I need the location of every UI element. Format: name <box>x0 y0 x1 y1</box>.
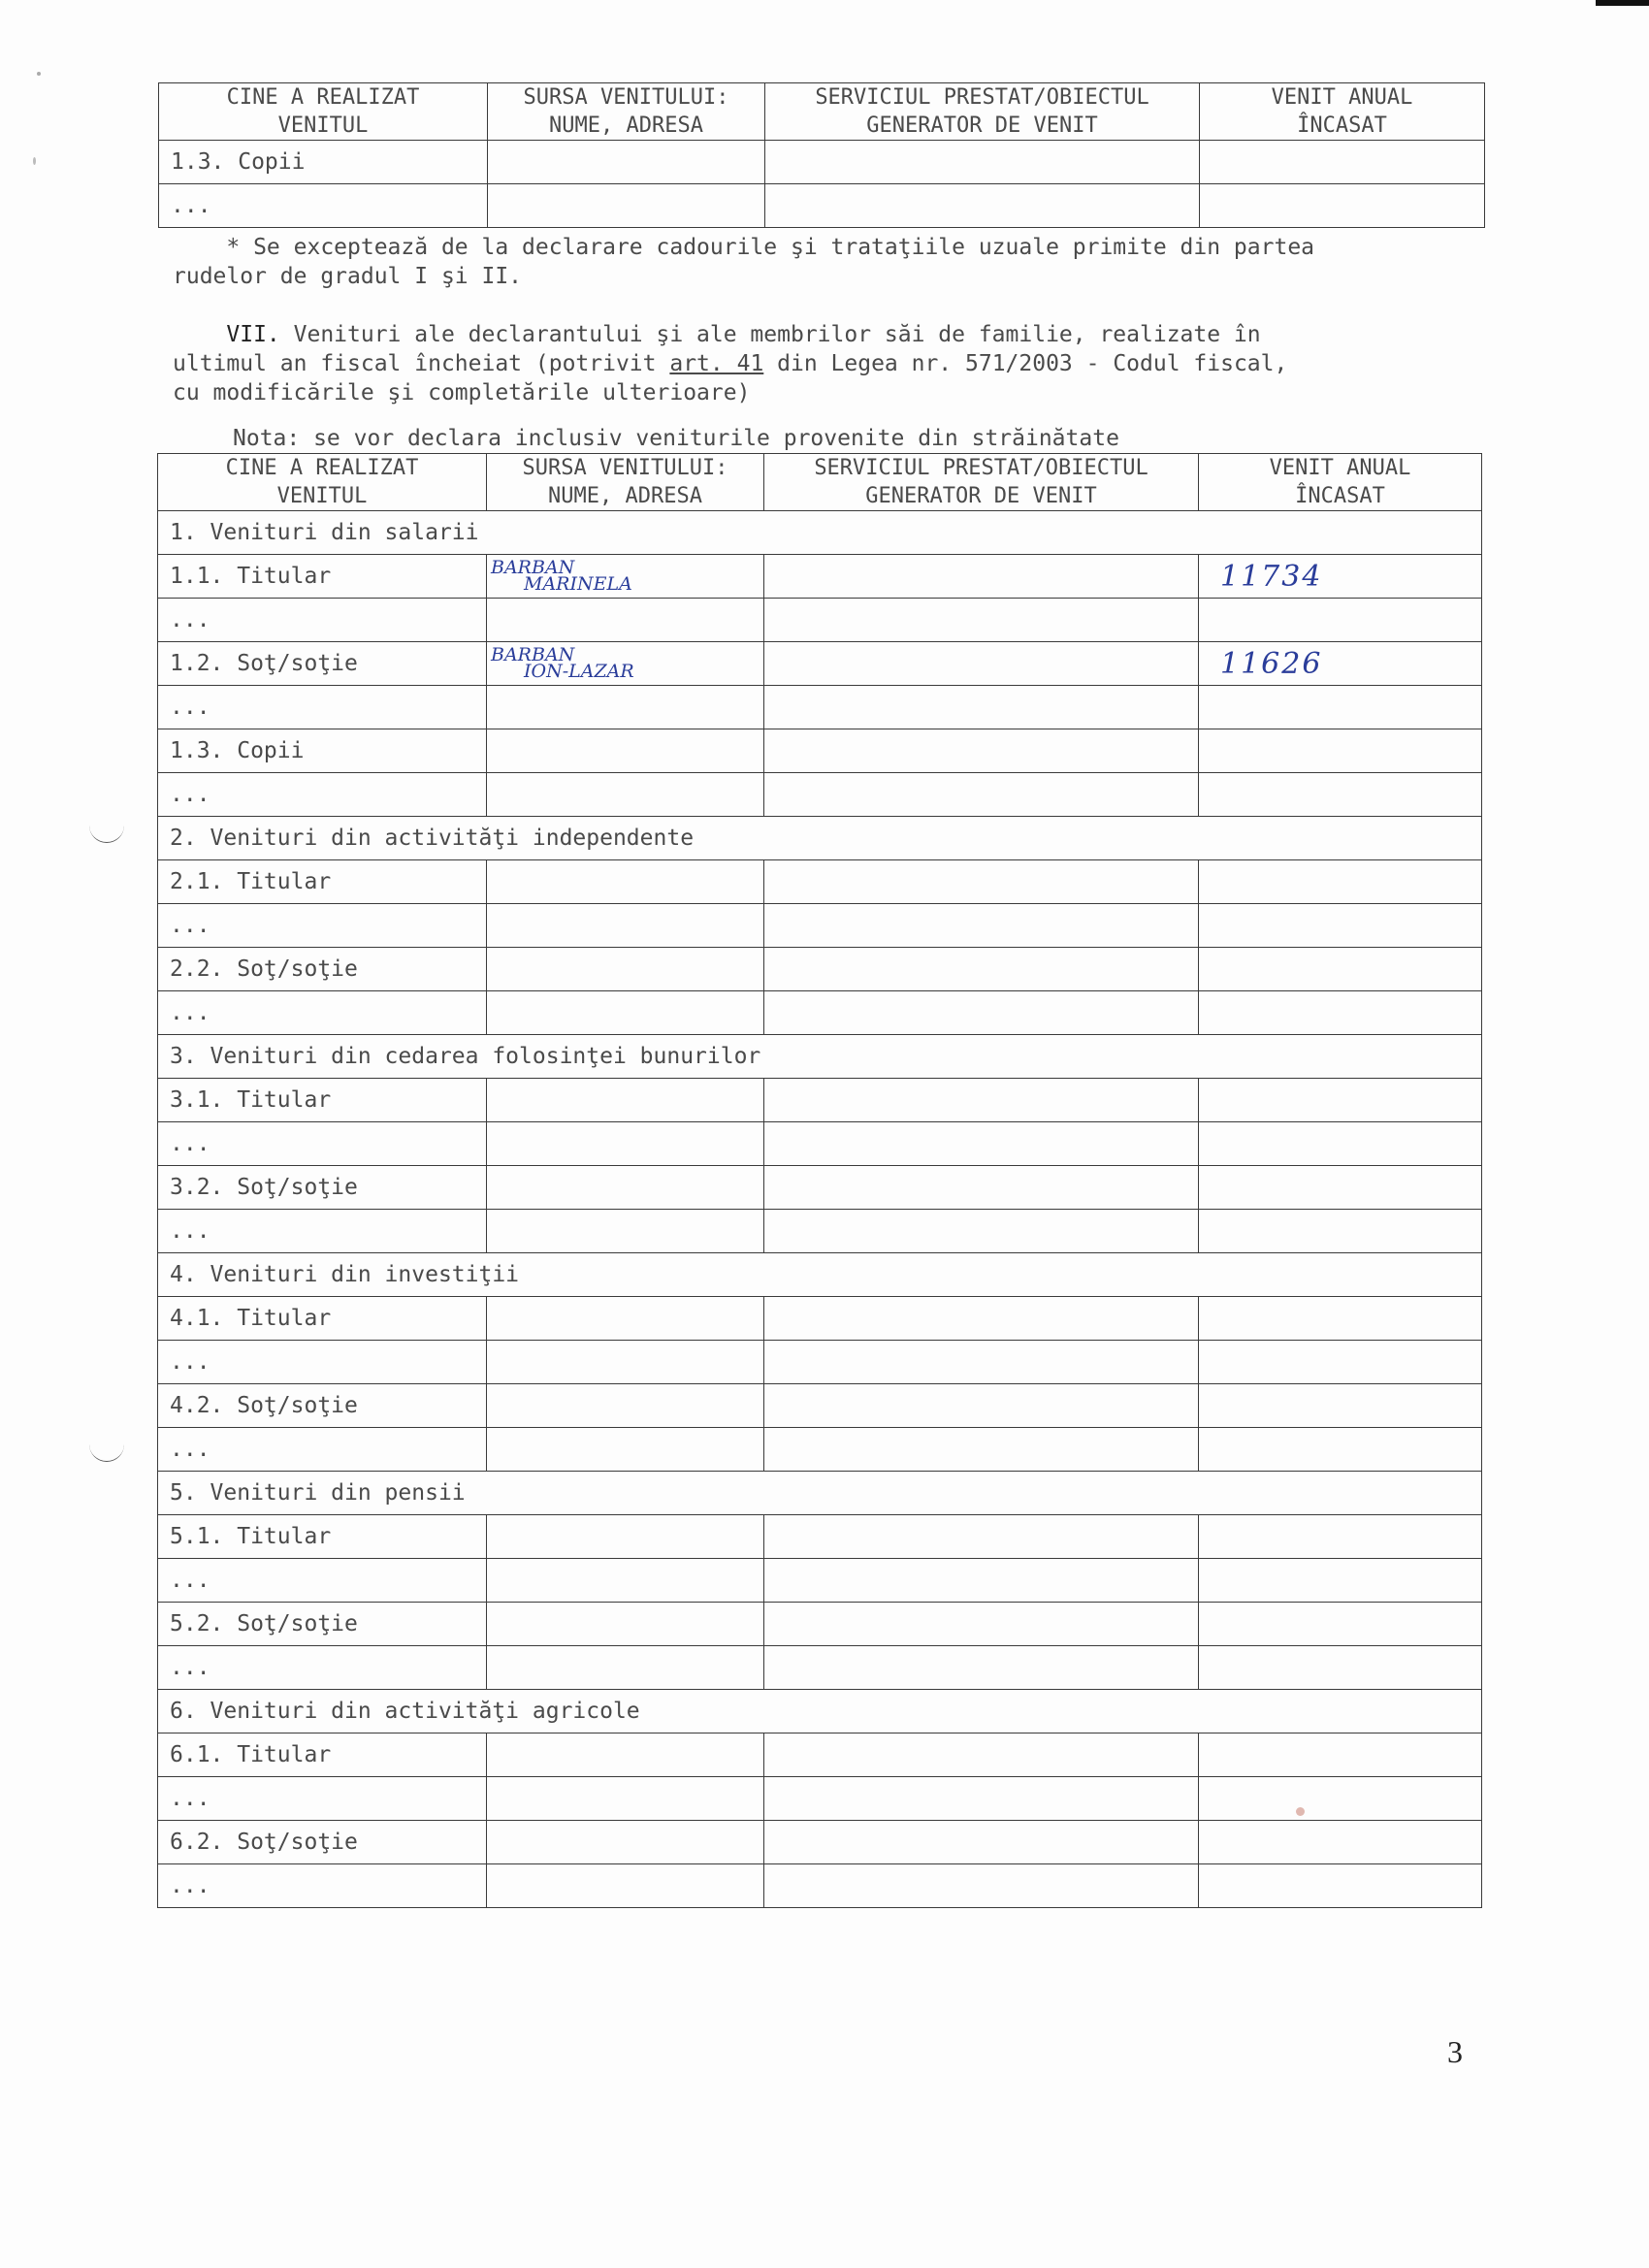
table-row <box>158 1559 1482 1603</box>
amount-cell <box>1199 1777 1482 1821</box>
scan-speck <box>33 157 36 165</box>
table-row <box>158 599 1482 642</box>
row-label: 4.2. Soţ/soţie <box>158 1384 487 1428</box>
source-cell <box>487 1603 764 1646</box>
row-label: 4.1. Titular <box>158 1297 487 1341</box>
table-row <box>158 729 1482 773</box>
service-cell <box>764 1384 1199 1428</box>
table-row <box>158 991 1482 1035</box>
source-cell <box>487 773 764 817</box>
amount-cell <box>1199 1210 1482 1253</box>
category-title: 5. Venituri din pensii <box>158 1472 1482 1515</box>
category-title: 6. Venituri din activităţi agricole <box>158 1690 1482 1733</box>
category-title: 4. Venituri din investiţii <box>158 1253 1482 1297</box>
income-table <box>157 453 1482 1908</box>
amount-cell <box>1199 1559 1482 1603</box>
source-cell <box>487 904 764 948</box>
service-cell <box>764 686 1199 729</box>
table-row <box>158 1210 1482 1253</box>
header-venit-anual: VENIT ANUAL ÎNCASAT <box>1200 83 1485 141</box>
row-label: 3.2. Soţ/soţie <box>158 1166 487 1210</box>
service-cell <box>764 773 1199 817</box>
table-row <box>158 773 1482 817</box>
service-cell <box>764 642 1199 686</box>
service-cell <box>764 1559 1199 1603</box>
source-cell <box>487 729 764 773</box>
row-label: ... <box>158 1777 487 1821</box>
service-cell <box>764 1777 1199 1821</box>
service-cell <box>764 1166 1199 1210</box>
row-label: 3.1. Titular <box>158 1079 487 1122</box>
category-title: 3. Venituri din cedarea folosinţei bunurilor <box>158 1035 1482 1079</box>
category-row <box>158 1253 1482 1297</box>
category-row <box>158 511 1482 555</box>
section-vii-heading: VII. Venituri ale declarantului şi ale membrilor săi de familie, realizate în ultimul an fiscal încheiat (potrivit art. 41 din Legea nr. 571/2003 - Codul fiscal, cu modificările şi completările ulterioare) <box>173 322 1288 405</box>
amount-cell <box>1199 1079 1482 1122</box>
amount-cell <box>1199 686 1482 729</box>
table-row <box>158 948 1482 991</box>
punch-hole-mark <box>89 823 124 843</box>
table-row <box>158 904 1482 948</box>
amount-cell <box>1199 1646 1482 1690</box>
section-number: VII. <box>226 322 280 347</box>
category-title: 1. Venituri din salarii <box>158 511 1482 555</box>
table-row <box>158 1821 1482 1864</box>
table-row <box>158 1384 1482 1428</box>
table-row <box>158 686 1482 729</box>
row-label: 2.1. Titular <box>158 860 487 904</box>
source-cell <box>487 555 764 599</box>
service-cell <box>764 1079 1199 1122</box>
amount-cell <box>1199 1341 1482 1384</box>
table-row <box>158 1341 1482 1384</box>
amount-cell <box>1199 642 1482 686</box>
header-sursa-venitului: SURSA VENITULUI: NUME, ADRESA <box>487 454 764 511</box>
header-serviciul-prestat: SERVICIUL PRESTAT/OBIECTUL GENERATOR DE VENIT <box>764 454 1199 511</box>
service-cell <box>764 1341 1199 1384</box>
nota: Nota: se vor declara inclusiv veniturile provenite din străinătate <box>233 426 1119 451</box>
amount-cell <box>1199 1122 1482 1166</box>
amount-cell <box>1199 555 1482 599</box>
row-label: ... <box>158 686 487 729</box>
table-row <box>158 642 1482 686</box>
source-cell <box>487 991 764 1035</box>
service-cell <box>764 599 1199 642</box>
row-label: ... <box>158 599 487 642</box>
amount-cell <box>1199 729 1482 773</box>
amount-cell <box>1199 948 1482 991</box>
row-label: ... <box>158 1559 487 1603</box>
service-cell <box>764 1733 1199 1777</box>
table-row <box>158 1079 1482 1122</box>
table-row <box>158 1166 1482 1210</box>
amount-cell <box>1199 1864 1482 1908</box>
service-cell <box>764 991 1199 1035</box>
table-row <box>158 555 1482 599</box>
service-cell <box>764 1297 1199 1341</box>
amount-cell <box>1199 1428 1482 1472</box>
header-cine-a-realizat: CINE A REALIZAT VENITUL <box>158 454 487 511</box>
service-cell <box>764 1646 1199 1690</box>
source-cell <box>487 1864 764 1908</box>
header-cine-a-realizat: CINE A REALIZAT VENITUL <box>159 83 488 141</box>
scan-speck <box>37 72 41 76</box>
service-cell <box>764 904 1199 948</box>
row-label: 1.2. Soţ/soţie <box>158 642 487 686</box>
header-serviciul-prestat: SERVICIUL PRESTAT/OBIECTUL GENERATOR DE VENIT <box>765 83 1200 141</box>
table-row <box>158 860 1482 904</box>
row-label: 5.1. Titular <box>158 1515 487 1559</box>
amount-cell <box>1199 1603 1482 1646</box>
source-cell <box>487 1341 764 1384</box>
row-label: ... <box>158 1341 487 1384</box>
amount-cell <box>1199 1166 1482 1210</box>
table-row <box>158 1777 1482 1821</box>
amount-cell <box>1199 1384 1482 1428</box>
table-row <box>158 1646 1482 1690</box>
scan-edge-mark <box>1596 0 1649 6</box>
table-row <box>159 184 1485 228</box>
amount-cell <box>1199 1297 1482 1341</box>
service-cell <box>764 1864 1199 1908</box>
service-cell <box>764 860 1199 904</box>
row-label: ... <box>158 904 487 948</box>
source-cell <box>487 1166 764 1210</box>
table-row <box>158 1733 1482 1777</box>
service-cell <box>764 1821 1199 1864</box>
service-cell <box>764 1603 1199 1646</box>
amount-cell <box>1199 599 1482 642</box>
table-row <box>158 1515 1482 1559</box>
source-cell <box>487 599 764 642</box>
article-link[interactable]: art. 41 <box>669 351 764 376</box>
amount-cell <box>1199 860 1482 904</box>
source-cell <box>487 1297 764 1341</box>
amount-cell <box>1199 904 1482 948</box>
amount-cell <box>1199 991 1482 1035</box>
source-cell <box>487 948 764 991</box>
amount-cell <box>1199 1733 1482 1777</box>
source-cell <box>487 1777 764 1821</box>
category-row <box>158 817 1482 860</box>
punch-hole-mark <box>89 1442 124 1462</box>
source-cell <box>487 1559 764 1603</box>
source-cell <box>487 1384 764 1428</box>
row-label: 1.3. Copii <box>158 729 487 773</box>
row-label: 2.2. Soţ/soţie <box>158 948 487 991</box>
source-cell <box>487 1210 764 1253</box>
income-table-continuation <box>158 82 1485 228</box>
category-row <box>158 1690 1482 1733</box>
category-row <box>158 1035 1482 1079</box>
category-title: 2. Venituri din activităţi independente <box>158 817 1482 860</box>
header-venit-anual: VENIT ANUAL ÎNCASAT <box>1199 454 1482 511</box>
category-row <box>158 1472 1482 1515</box>
service-cell <box>764 1122 1199 1166</box>
source-cell <box>487 642 764 686</box>
service-cell <box>764 555 1199 599</box>
row-label: ... <box>158 773 487 817</box>
amount-cell <box>1199 1515 1482 1559</box>
row-label: ... <box>158 1646 487 1690</box>
table-row <box>159 141 1485 184</box>
handwritten-source: BARBAN ION-LAZAR <box>491 644 634 682</box>
row-label: 1.1. Titular <box>158 555 487 599</box>
row-label: ... <box>158 991 487 1035</box>
row-label: 1.3. Copii <box>159 141 488 184</box>
service-cell <box>764 948 1199 991</box>
source-cell <box>487 1646 764 1690</box>
table-header-row <box>159 83 1485 141</box>
source-cell <box>487 860 764 904</box>
table-row <box>158 1603 1482 1646</box>
table-row <box>158 1122 1482 1166</box>
source-cell <box>487 1079 764 1122</box>
source-cell <box>487 686 764 729</box>
row-label: 6.2. Soţ/soţie <box>158 1821 487 1864</box>
page-number: 3 <box>1447 2034 1463 2069</box>
row-label: ... <box>159 184 488 228</box>
table-header-row <box>158 454 1482 511</box>
header-sursa-venitului: SURSA VENITULUI: NUME, ADRESA <box>488 83 765 141</box>
source-cell <box>487 1122 764 1166</box>
table-row <box>158 1864 1482 1908</box>
row-label: 5.2. Soţ/soţie <box>158 1603 487 1646</box>
service-cell <box>764 729 1199 773</box>
service-cell <box>764 1210 1199 1253</box>
row-label: ... <box>158 1210 487 1253</box>
row-label: ... <box>158 1864 487 1908</box>
source-cell <box>487 1821 764 1864</box>
handwritten-amount: 11734 <box>1220 559 1323 594</box>
table-row <box>158 1428 1482 1472</box>
source-cell <box>487 1515 764 1559</box>
row-label: ... <box>158 1428 487 1472</box>
row-label: 6.1. Titular <box>158 1733 487 1777</box>
source-cell <box>487 1428 764 1472</box>
handwritten-source: BARBAN MARINELA <box>491 557 632 595</box>
row-label: ... <box>158 1122 487 1166</box>
source-cell <box>487 1733 764 1777</box>
table-row <box>158 1297 1482 1341</box>
service-cell <box>764 1428 1199 1472</box>
amount-cell <box>1199 1821 1482 1864</box>
service-cell <box>764 1515 1199 1559</box>
footnote: * Se exceptează de la declarare cadourile şi trataţiile uzuale primite din partea rudelor de gradul I şi II. <box>173 235 1315 289</box>
handwritten-amount: 11626 <box>1220 646 1323 681</box>
amount-cell <box>1199 773 1482 817</box>
